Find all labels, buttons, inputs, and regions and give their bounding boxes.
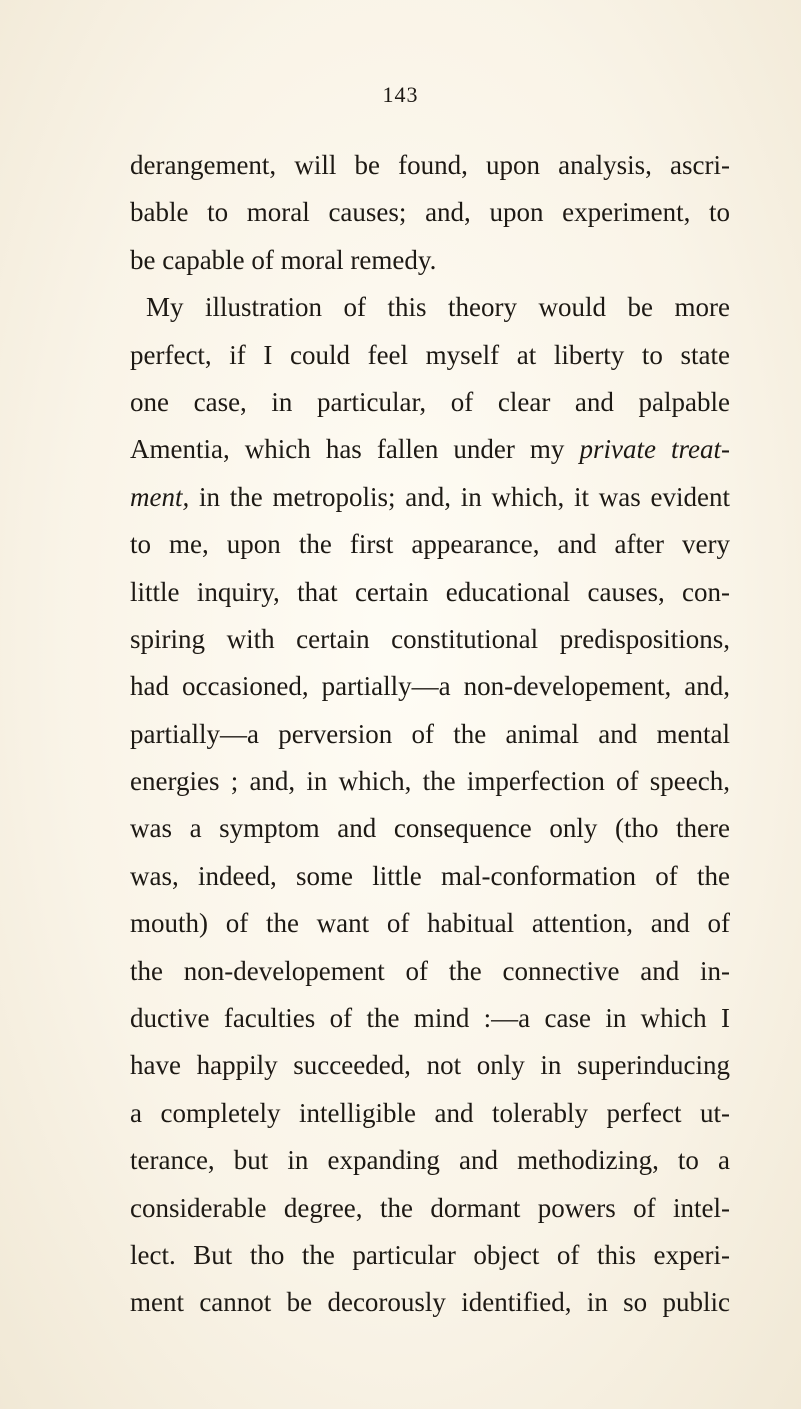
line-text: be capable of moral remedy. <box>130 244 437 275</box>
line-text: derangement, will be found, upon analysis, ascri- <box>130 150 730 180</box>
text-line <box>130 426 730 473</box>
line-text: a completely intelligible and tolerably perfect ut- <box>130 1097 730 1128</box>
line-text: mouth) of the want of habitual attention, and of <box>130 908 730 939</box>
body-text <box>130 142 730 1327</box>
line-text: ment cannot be decorously identified, in so public <box>130 1287 730 1318</box>
italic-text: private treat- <box>579 434 731 465</box>
text-line <box>130 1090 730 1137</box>
text-line <box>130 474 730 521</box>
text-line <box>130 1232 730 1279</box>
line-text: to me, upon the first appearance, and after very <box>130 529 730 560</box>
line-text: spiring with certain constitutional predispositions, <box>130 623 730 654</box>
text-line <box>130 379 730 426</box>
line-text: in the metropolis; and, in which, it was evident <box>189 481 730 512</box>
line-text: was a symptom and consequence only (tho there <box>130 813 730 844</box>
italic-text: ment, <box>130 481 190 512</box>
text-line <box>130 616 730 663</box>
line-text: bable to moral causes; and, upon experiment, to <box>130 197 730 228</box>
line-text: little inquiry, that certain educational causes, con- <box>130 576 730 607</box>
line-text: was, indeed, some little mal-conformation of the <box>130 860 730 891</box>
text-line <box>130 284 730 331</box>
text-line <box>130 142 730 189</box>
line-text: Amentia, which has fallen under my <box>130 434 580 465</box>
text-line <box>130 995 730 1042</box>
line-text: perfect, if I could feel myself at liberty to state <box>130 339 730 370</box>
line-text: lect. But tho the particular object of this experi- <box>130 1239 730 1270</box>
page-number: 143 <box>382 82 419 107</box>
text-line <box>130 332 730 379</box>
text-line <box>130 900 730 947</box>
text-line <box>130 237 730 284</box>
text-line <box>130 948 730 995</box>
text-line <box>130 663 730 710</box>
text-line <box>130 189 730 236</box>
line-text: one case, in particular, of clear and palpable <box>130 386 730 417</box>
line-text: considerable degree, the dormant powers of intel- <box>130 1192 730 1223</box>
text-line <box>130 711 730 758</box>
text-line <box>130 853 730 900</box>
line-text: ductive faculties of the mind :—a case in which I <box>130 1003 730 1034</box>
line-text: My illustration of this theory would be more <box>146 292 730 323</box>
text-line <box>130 758 730 805</box>
text-line <box>130 521 730 568</box>
line-text: had occasioned, partially—a non-developement, and, <box>130 671 730 702</box>
line-text: have happily succeeded, not only in superinducing <box>130 1050 730 1081</box>
text-line <box>130 1137 730 1184</box>
text-line <box>130 1185 730 1232</box>
text-line <box>130 1279 730 1326</box>
text-line <box>130 1042 730 1089</box>
line-text: energies ; and, in which, the imperfection of speech, <box>130 766 730 797</box>
line-text: the non-developement of the connective and in- <box>130 955 730 986</box>
text-line <box>130 569 730 616</box>
text-line <box>130 805 730 852</box>
line-text: terance, but in expanding and methodizing, to a <box>130 1145 730 1176</box>
line-text: partially—a perversion of the animal and mental <box>130 718 730 749</box>
